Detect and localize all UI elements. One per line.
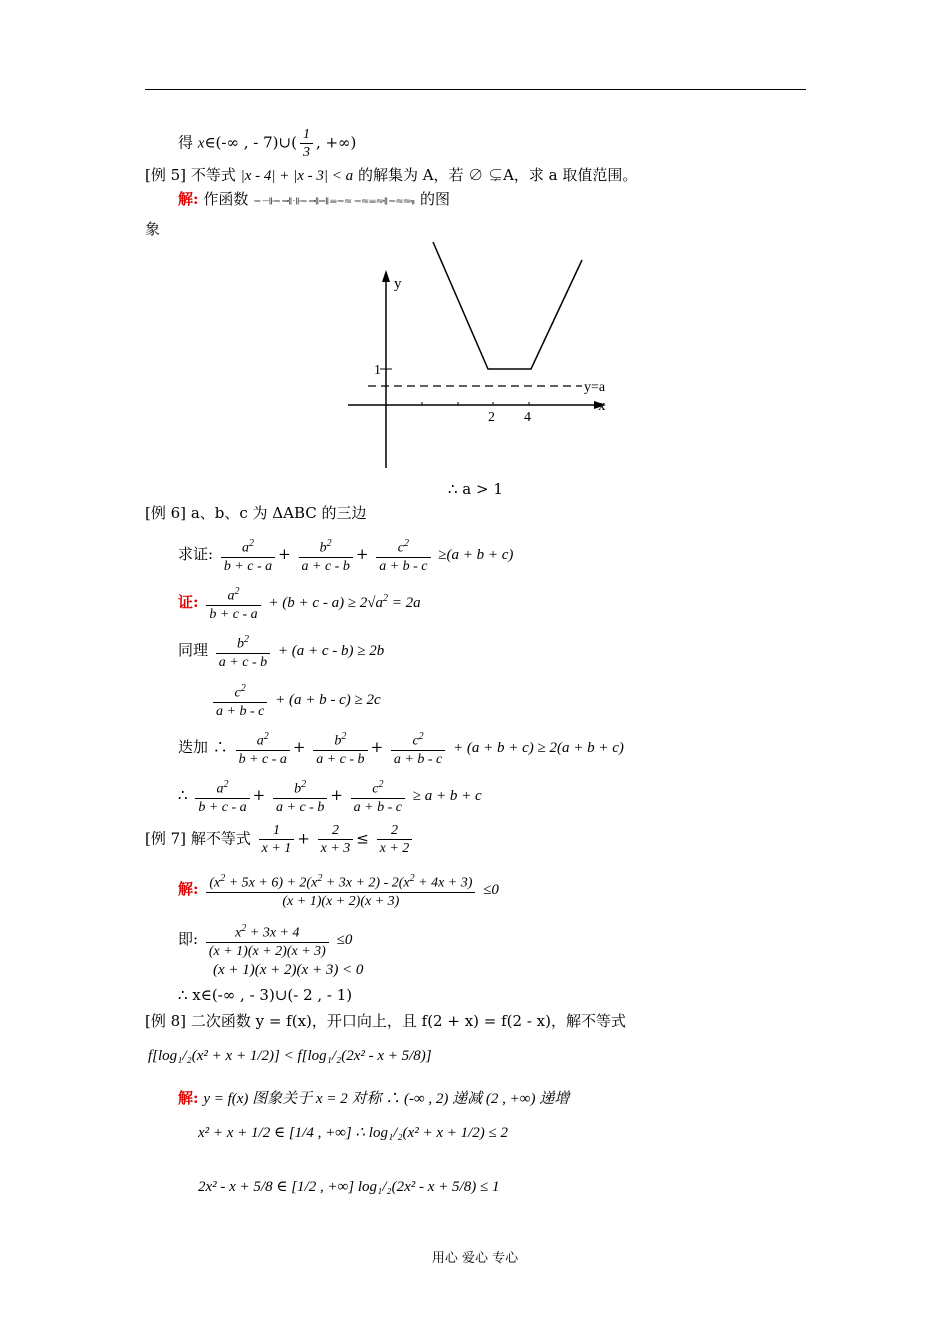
ex5-solution: 解: 作函数 ≈ ─╟≈ ═╣·╟≈ ═╣═║≡≈≋ ≈≋≡≋╣≈≋≋╗ 的图 [178, 190, 450, 208]
tick-label-1: 1 [374, 363, 381, 378]
function-graph [340, 238, 630, 473]
ex6-proof-line1: 证: $\frac{a^2}{b + c - a}$ + $(b + c - a) \ge 2√a^2 = 2a$ [178, 586, 421, 622]
solution-label: 解: [178, 190, 199, 208]
function-curve [433, 242, 582, 369]
ex8-range2: 2x² - x + 5/8 ∈ [1/2 , +∞] log₁/₂(2x² - x + 5/8) ≤ 1 [198, 1179, 500, 1195]
ex5-conclusion: ∴ a > 1 [448, 480, 503, 498]
ex8-statement: [例 8] 二次函数 y = f(x)，开口向上，且 f(2 + x) = f(2 - x)，解不等式 [145, 1012, 626, 1030]
ex8-inequality: f[log₁/₂(x² + x + 1/2)] < f[log₁/₂(2x² - x + 5/8)] [148, 1048, 432, 1064]
ex5-label: [例 5] [145, 166, 187, 184]
garbled-formula: ≈ ─╟≈ ═╣·╟≈ ═╣═║≡≈≋ ≈≋≡≋╣≈≋≋╗ [253, 198, 416, 205]
ex7-label: [例 7] [145, 829, 187, 848]
ex8-label: [例 8] [145, 1012, 187, 1030]
ex8-solution: 解: y = f(x) 图象关于 x = 2 对称 ∴ (-∞ , 2) 递减 (2 , +∞) 递增 [178, 1089, 570, 1107]
ex4-answer: 得 x∈(-∞ , - 7)∪( $\frac{1}{3}$ , +∞) [178, 127, 357, 160]
ex8-range1: x² + x + 1/2 ∈ [1/4 , +∞] ∴ log₁/₂(x² + x + 1/2) ≤ 2 [198, 1125, 508, 1141]
page-footer: 用心 爱心 专心 [431, 1251, 519, 1266]
ex7-solution-line2: 即: $\frac{x^2 + 3x + 4}{(x + 1)(x + 2)(x + 3)}$ ≤0 [178, 923, 353, 959]
x-axis-label: x [598, 398, 606, 414]
ex7-answer: ∴ x∈(-∞ , - 3)∪(- 2 , - 1) [178, 986, 353, 1004]
ex5-inequality: |x - 4| + |x - 3| < a [240, 168, 354, 184]
y-axis-label: y [394, 276, 402, 292]
proof-label: 证: [178, 592, 199, 611]
ex7-solution-line3: (x + 1)(x + 2)(x + 3) < 0 [213, 962, 364, 978]
line-y-equals-a-label: y=a [584, 380, 606, 395]
ex7-statement: [例 7] 解不等式 $\frac{1}{x + 1}$ + $\frac{2}{x + 3}$ ≤ $\frac{2}{x + 2}$ [145, 822, 415, 857]
ex7-solution-line1: 解: $\frac{(x^2 + 5x + 6) + 2(x^2 + 3x + 2) - 2(x^2 + 4x + 3)}{(x + 1)(x + 2)(x + 3)}$ ≤0 [178, 873, 499, 909]
ex6-proof-line3: $\frac{c^2}{a + b - c}$ + (a + b - c) ≥ 2c [210, 680, 381, 720]
tick-label-4: 4 [524, 410, 531, 425]
ex5-statement: [例 5] 不等式 |x - 4| + |x - 3| < a 的解集为 A，若 ∅ ⊊A，求 a 取值范围。 [145, 166, 638, 184]
tick-label-2: 2 [488, 410, 495, 425]
ex6-statement: [例 6] a、b、c 为 ΔABC 的三边 [145, 504, 367, 522]
header-rule [145, 89, 806, 90]
ex6-conclusion: ∴ $\frac{a^2}{b + c - a}$ + $\frac{b^2}{a + c - b}$ + $\frac{c^2}{a + b - c}$ ≥ a + b + c [178, 779, 482, 815]
ex6-proof-sum: 迭加 ∴ $\frac{a^2}{b + c - a}$ + $\frac{b^2}{a + c - b}$ + $\frac{c^2}{a + b - c}$ + (a + b + c) ≥ 2(a + b + c) [178, 731, 624, 767]
y-arrow [382, 270, 390, 282]
ex6-proof-line2: 同理 $\frac{b^2}{a + c - b}$ + (a + c - b) ≥ 2b [178, 634, 385, 670]
ex5-solution-cont: 象 [145, 220, 161, 238]
ex6-label: [例 6] [145, 504, 187, 522]
ex6-claim: 求证: $\frac{a^2}{b + c - a}$ + $\frac{b^2}{a + c - b}$ + $\frac{c^2}{a + b - c}$ ≥(a + b + c) [178, 538, 514, 574]
